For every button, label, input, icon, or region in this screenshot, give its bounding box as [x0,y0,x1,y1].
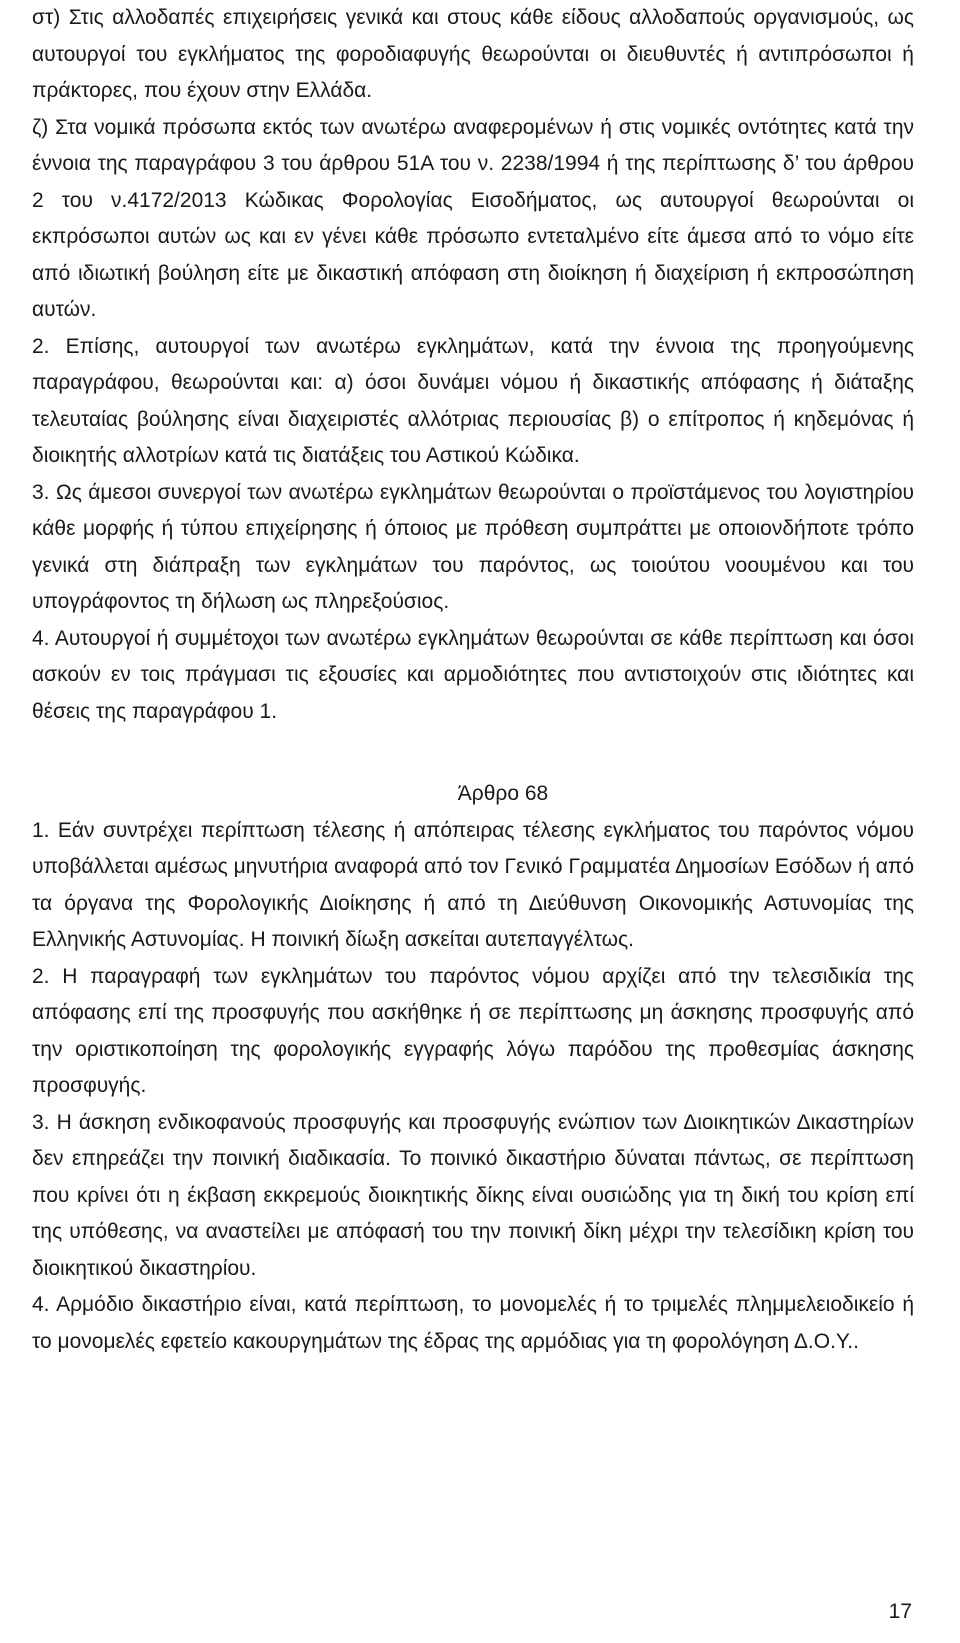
paragraph-st-foreign-companies: στ) Στις αλλοδαπές επιχειρήσεις γενικά και στους κάθε είδους αλλοδαπούς οργανισμούς, ως αυτουργοί του εγκλήματος της φοροδιαφυγής θεωρούνται οι διευθυντές ή αντιπρόσωποι ή πράκτορες, που έχουν στην Ελλάδα. [32,6,914,102]
article-paragraph-3: 3. Η άσκηση ενδικοφανούς προσφυγής και προσφυγής ενώπιον των Διοικητικών Δικαστηρίων δεν επηρεάζει την ποινική διαδικασία. Το ποινικό δικαστήριο δύναται πάντως, σε περίπτωση που κρίνει ότι η έκβαση εκκρεμούς διοικητικής δίκης είναι ουσιώδης για τη δική του κρίση επί της υπόθεσης, να αναστείλει με απόφασή του την ποινική δίκη μέχρι την τελεσίδικη κρίση του διοικητικού δικαστηρίου. [32,1110,914,1280]
paragraph-4-participants: 4. Αυτουργοί ή συμμέτοχοι των ανωτέρω εγκλημάτων θεωρούνται σε κάθε περίπτωση και όσοι ασκούν εν τοις πράγμασι τις εξουσίες και αρμοδιότητες που αντιστοιχούν στις ιδιότητες και θέσεις της παραγράφου 1. [32,626,914,723]
page-number: 17 [888,1600,912,1623]
article-paragraph-4: 4. Αρμόδιο δικαστήριο είναι, κατά περίπτωση, το μονομελές ή το τριμελές πλημμελειοδικείο ή το μονομελές εφετείο κακουργημάτων της έδρας της αρμόδιας για τη φορολόγηση Δ.Ο.Υ.. [32,1293,914,1353]
section-spacer [32,730,914,776]
article-paragraph-2: 2. Η παραγραφή των εγκλημάτων του παρόντος νόμου αρχίζει από την τελεσιδικία της απόφασης επί της προσφυγής που ασκήθηκε ή σε περίπτωσης μη άσκησης προσφυγής από την οριστικοποίηση της φορολογικής εγγραφής λόγω παρόδου της προθεσμίας άσκησης προσφυγής. [32,964,914,1097]
paragraph-2-perpetrators: 2. Επίσης, αυτουργοί των ανωτέρω εγκλημάτων, κατά την έννοια της προηγούμενης παραγράφου, θεωρούνται και: α) όσοι δυνάμει νόμου ή δικαστικής απόφασης ή διάταξης τελευταίας βούλησης είναι διαχειριστές αλλότριας περιουσίας β) ο επίτροπος ή κηδεμόνας ή διοικητής αλλοτρίων κατά τις διατάξεις του Αστικού Κώδικα. [32,334,914,467]
article-paragraph-1: 1. Εάν συντρέχει περίπτωση τέλεσης ή απόπειρας τέλεσης εγκλήματος του παρόντος νόμου υποβάλλεται αμέσως μηνυτήρια αναφορά από τον Γενικό Γραμματέα Δημοσίων Εσόδων ή από τα όργανα της Φορολογικής Διοίκησης ή από τη Διεύθυνση Οικονομικής Αστυνομίας της Ελληνικής Αστυνομίας. Η ποινική δίωξη ασκείται αυτεπαγγέλτως. [32,818,914,951]
paragraph-z-legal-entities: ζ) Στα νομικά πρόσωπα εκτός των ανωτέρω αναφερομένων ή στις νομικές οντότητες κατά την έννοια της παραγράφου 3 του άρθρου 51Α του ν. 2238/1994 ή της περίπτωσης δ’ του άρθρου 2 του ν.4172/2013 Κώδικας Φορολογίας Εισοδήματος, ως αυτουργοί θεωρούνται οι εκπρόσωποι αυτών ως και εν γένει κάθε πρόσωπο εντεταλμένο είτε άμεσα από το νόμο είτε από ιδιωτική βούληση είτε με δικαστική απόφαση στη διοίκηση ή διαχείριση ή εκπροσώπηση αυτών. [32,115,914,321]
document-page [32,0,914,1360]
article-heading: Άρθρο 68 [457,782,549,805]
paragraph-3-accomplices: 3. Ως άμεσοι συνεργοί των ανωτέρω εγκλημάτων θεωρούνται ο προϊστάμενος του λογιστηρίου κάθε μορφής ή τύπου επιχείρησης ή όποιος με πρόθεση συμπράττει με οποιονδήποτε τρόπο γενικά στη διάπραξη των εγκλημάτων του παρόντος, ως τοιούτου νοουμένου και του υπογράφοντος τη δήλωση ως πληρεξούσιος. [32,480,914,613]
